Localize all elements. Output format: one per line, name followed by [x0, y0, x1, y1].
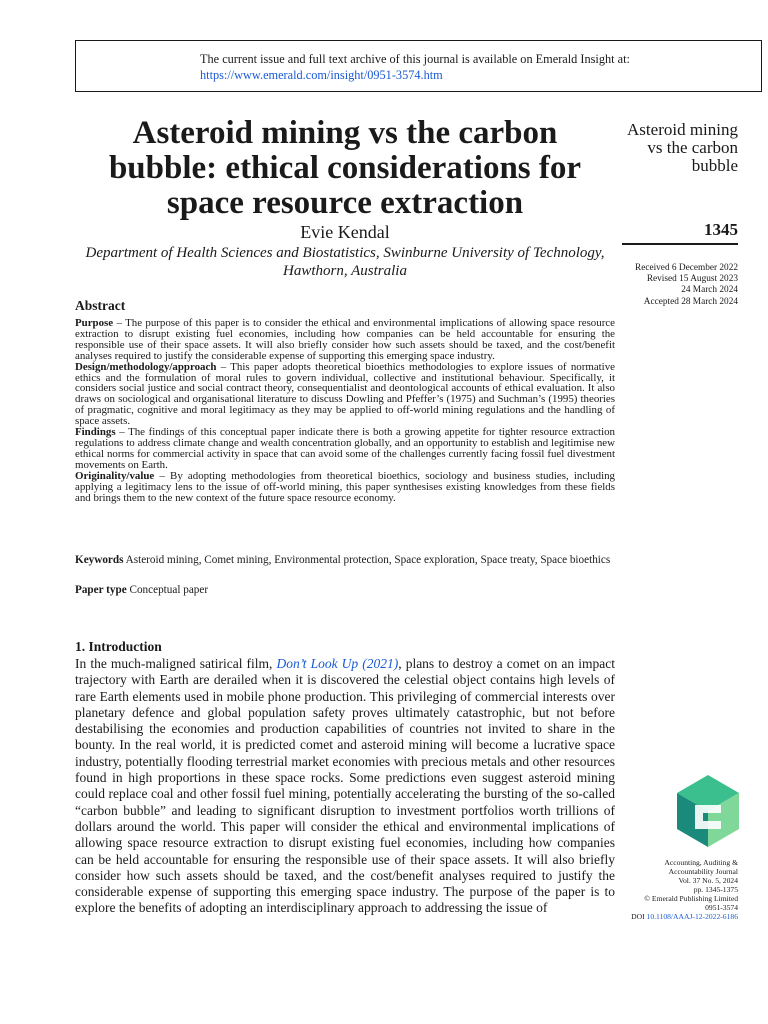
introduction-heading: 1. Introduction — [75, 639, 162, 654]
section-text: – By adopting methodologies from theoretical bioethics, sociology and business studies, including applying a legitimacy lens to the issue of off-world mining, this paper synthesises existing knowledges from these fields and brings them to the new context of the future space resource economy. — [75, 469, 615, 504]
date-accepted: Accepted 28 March 2024 — [643, 296, 738, 307]
section-text: – This paper adopts theoretical bioethics methodologies to explore issues of normative ethics and the formulation of moral rules to govern individual, collective and institutional behaviour. Specifically, it considers social justice and social contract theory, consequentialist and deontological accounts of ethical evaluation. It also draws on sociological and organisational literature to discuss Dowling and Pfeffer’s (1975) and Suchman’s (1995) theories of pragmatic, cognitive and moral legitimacy as they may be applied to off-world mining regulations and the handling of space assets. — [75, 360, 615, 428]
journal-volume: Vol. 37 No. 5, 2024 — [678, 876, 738, 885]
section-label: Originality/value — [75, 469, 155, 482]
keywords-label: Keywords — [75, 554, 124, 566]
doi-label: DOI — [631, 912, 647, 921]
archive-notice: The current issue and full text archive of this journal is available on Emerald Insight at: — [200, 52, 630, 66]
date-received: Received 6 December 2022 — [635, 263, 738, 273]
date-revised-second: 24 March 2024 — [681, 285, 738, 296]
keywords-list: Asteroid mining, Comet mining, Environmental protection, Space exploration, Space treaty, Space bioethics — [123, 554, 611, 566]
emerald-logo-icon — [677, 775, 739, 847]
citation-link[interactable]: Don’t Look Up (2021) — [276, 656, 399, 671]
section-label: Purpose — [75, 317, 114, 329]
journal-pages: pp. 1345-1375 — [693, 885, 738, 894]
journal-name-line1: Accounting, Auditing & — [664, 858, 738, 867]
page-number: 1345 — [704, 220, 738, 239]
section-label: Design/methodology/approach — [75, 360, 217, 373]
introduction-body — [75, 656, 615, 917]
abstract-heading: Abstract — [75, 298, 126, 313]
abstract-findings — [75, 427, 615, 471]
sidebar-divider — [622, 243, 738, 245]
keywords — [75, 553, 615, 567]
intro-text-rest: , plans to destroy a comet on an impact trajectory with Earth are derailed when it is discovered the celestial object contains high levels of rare Earth elements used in mobile phone production. This privileging of commercial interests over planetary defence and global population safety proves ultimately catastrophic, but not before destabilising the economies and production capabilities of countries not invited to share in the bounty. In the real world, it is predicted comet and asteroid mining will become a lucrative space industry, potentially flooding terrestrial market economies with precious metals and other resources found in high proportions in these space rocks. Some predictions even suggest asteroid mining could replace coal and other fossil fuel mining, potentially accelerating the bursting of the so-called “carbon bubble” and leading to significant disruption to investment portfolios worth trillions of dollars around the world. This paper will consider the ethical and environmental implications of allowing space resource extraction to disrupt existing fuel economies, including how companies can be held accountable for ensuring the responsible use of their space assets. It will also briefly consider how such assets should be taxed, and the cost/benefit analyses required to justify the considerable expense of supporting this emerging space industry. The purpose of the paper is to explore the benefits of adopting an interdisciplinary approach to addressing the issue of — [75, 656, 615, 916]
section-label: Findings — [75, 426, 116, 439]
abstract-body — [75, 318, 615, 503]
running-title: Asteroid mining vs the carbon bubble — [627, 120, 738, 175]
abstract-purpose — [75, 318, 615, 362]
journal-copyright: © Emerald Publishing Limited — [644, 894, 738, 903]
paper-type-value: Conceptual paper — [126, 584, 209, 596]
section-text: – The purpose of this paper is to consider the ethical and environmental implications of allowing space resource extraction to disrupt existing fuel economies, including how companies can be held accountable for ensuring the responsible use of their space assets. It will also briefly consider how such assets should be taxed, and the cost/benefit analyses required to justify the considerable expense of supporting this emerging space industry. — [75, 317, 615, 362]
paper-type — [75, 583, 615, 597]
section-text: – The findings of this conceptual paper indicate there is both a growing appetite for tighter resource extraction regulations to address climate change and wealth concentration globally, and an opportunity to establish and legitimise new ethical norms for commercial activity in space that can avoid some of the challenges currently facing fossil fuel divestment movements on Earth. — [75, 426, 615, 471]
article-dates — [608, 263, 738, 308]
author-name: Evie Kendal — [300, 222, 390, 242]
article-title: Asteroid mining vs the carbon bubble: ethical considerations for space resource extraction — [108, 115, 582, 221]
author-affiliation: Department of Health Sciences and Biostatistics, Swinburne University of Technology, Hawthorn, Australia — [85, 245, 605, 279]
journal-doi — [612, 912, 738, 921]
journal-header-box — [75, 40, 762, 92]
journal-url-link[interactable]: https://www.emerald.com/insight/0951-3574.htm — [200, 68, 443, 82]
journal-issn: 0951-3574 — [705, 903, 738, 912]
journal-name-line2: Accountability Journal — [668, 867, 738, 876]
journal-info — [612, 858, 738, 921]
doi-link[interactable]: 10.1108/AAAJ-12-2022-6186 — [646, 912, 738, 921]
date-revised: Revised 15 August 2023 — [646, 274, 738, 285]
abstract-originality — [75, 471, 615, 504]
paper-type-label: Paper type — [75, 584, 127, 596]
intro-text-start: In the much-maligned satirical film, — [75, 656, 277, 671]
abstract-design — [75, 362, 615, 427]
